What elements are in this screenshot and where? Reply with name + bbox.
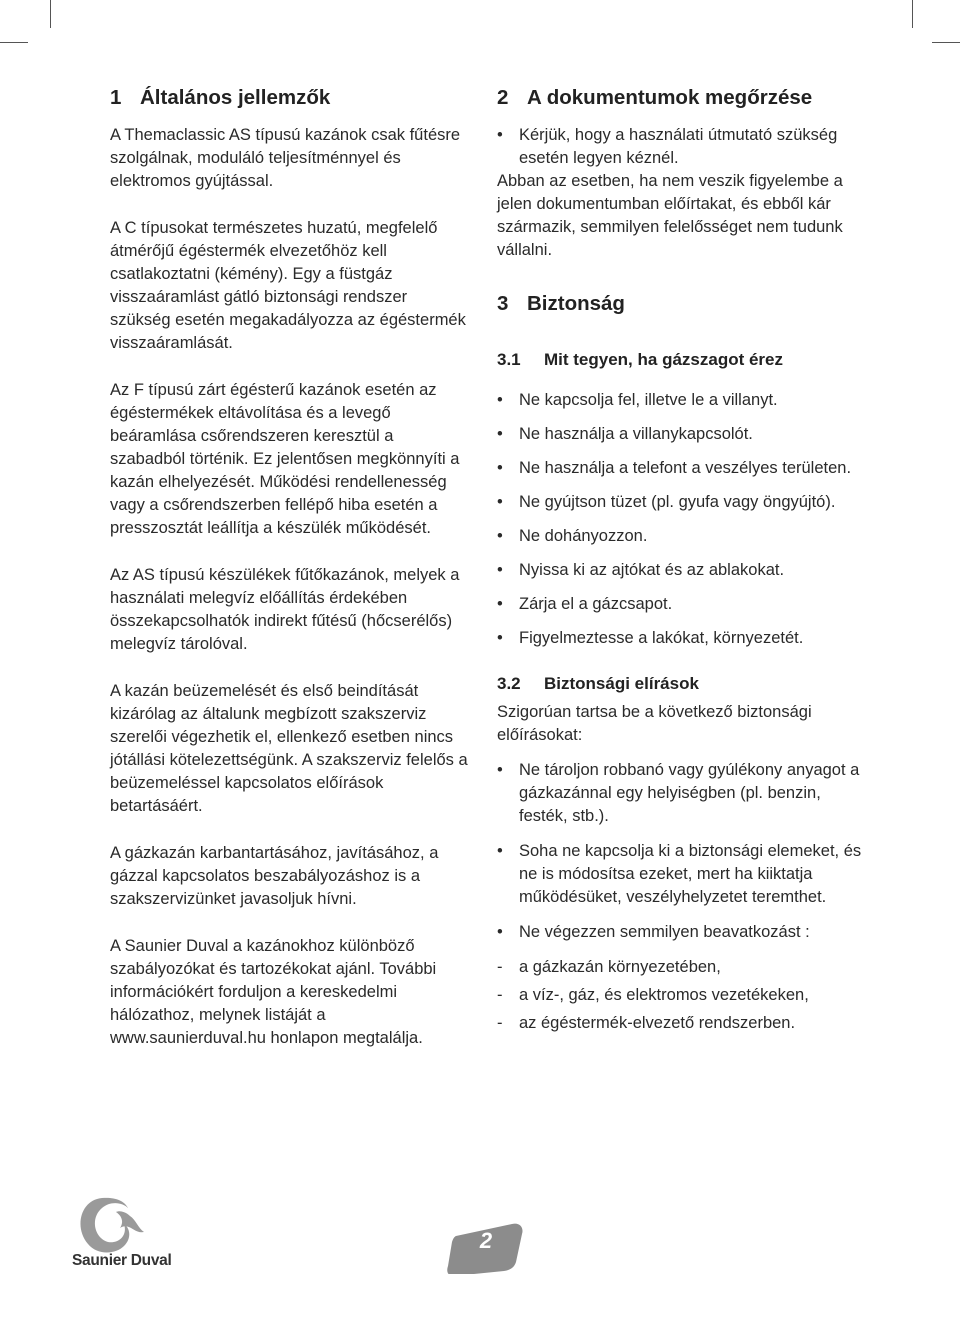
crop-mark	[50, 0, 51, 28]
section-number: 1	[110, 86, 122, 109]
list-item-text: Ne használja a villanykapcsolót.	[519, 425, 753, 443]
bullet-mark: •	[497, 595, 503, 613]
paragraph: A Themaclassic AS típusú kazánok csak fűtésre szolgálnak, moduláló teljesítménnyel és elektromos gyújtással.	[110, 126, 461, 190]
paragraph: Abban az esetben, ha nem veszik figyelembe a jelen dokumentumban előírtakat, és ebből kár származik, semmilyen felelősséget nem tudunk vállalni.	[497, 172, 843, 259]
brand-name: Saunier Duval	[72, 1252, 172, 1269]
section-number: 2	[497, 86, 509, 109]
list-item	[497, 921, 867, 944]
bullet-mark: •	[497, 561, 503, 579]
list-item-text: Ne gyújtson tüzet (pl. gyufa vagy öngyújtó).	[519, 493, 836, 511]
bullet-mark: -	[497, 958, 503, 976]
saunier-duval-logo-icon	[72, 1188, 192, 1288]
bullet-mark: -	[497, 986, 503, 1004]
list-item-text: Nyissa ki az ajtókat és az ablakokat.	[519, 561, 785, 579]
list-item-text: a gázkazán környezetében,	[519, 958, 721, 976]
list-item	[497, 627, 867, 650]
bullet-list	[497, 124, 867, 170]
paragraph: A gázkazán karbantartásához, javításához, a gázzal kapcsolatos beszabályozáshoz is a szakszervizünket javasoljuk hívni.	[110, 844, 439, 908]
subsection-3-2-heading	[497, 672, 867, 696]
list-item-text: Figyelmeztesse a lakókat, környezetét.	[519, 629, 804, 647]
bullet-mark: •	[497, 527, 503, 545]
bullet-mark: •	[497, 126, 503, 144]
list-item-text: Ne végezzen semmilyen beavatkozást :	[519, 923, 810, 941]
subsection-title: Mit tegyen, ha gázszagot érez	[544, 350, 783, 369]
section-title: Általános jellemzők	[140, 86, 331, 109]
list-item	[497, 1012, 867, 1035]
crop-mark	[0, 42, 28, 43]
list-item	[497, 759, 867, 828]
section-3-heading	[497, 290, 867, 318]
list-item: • Kérjük, hogy a használati útmutató szükség esetén legyen kéznél.	[497, 126, 838, 167]
list-item	[497, 593, 867, 616]
left-column	[110, 84, 470, 1050]
list-item	[497, 389, 867, 412]
subsection-title: Biztonsági elírások	[544, 674, 699, 693]
paragraph: A kazán beüzemelését és első beindítását kizárólag az általunk megbízott szakszerviz szerelői végezhetik el, ellenkező esetben nincs jótállási kötelezettségünk. A szakszerviz felelős a beüzemeléssel kapcsolatos előírások betartásáért.	[110, 682, 468, 815]
list-item	[497, 423, 867, 446]
bullet-mark: •	[497, 459, 503, 477]
subsection-number: 3.2	[497, 674, 521, 693]
paragraph: Szigorúan tartsa be a következő biztonsági előírásokat:	[497, 703, 812, 744]
paragraph: Az AS típusú készülékek fűtőkazánok, melyek a használati melegvíz előállítás érdekében összekapcsolhatók indirekt fűtésű (hőcserélős) melegvíz tárolóval.	[110, 566, 460, 653]
list-item-text: a víz-, gáz, és elektromos vezetékeken,	[519, 986, 809, 1004]
right-column	[497, 84, 867, 1040]
bullet-mark: •	[497, 391, 503, 409]
subsection-number: 3.1	[497, 350, 521, 369]
list-item	[497, 491, 867, 514]
section-title: A dokumentumok megőrzése	[527, 86, 813, 109]
bullet-mark: •	[497, 425, 503, 443]
list-item-text: Ne dohányozzon.	[519, 527, 648, 545]
subsection-3-1-heading	[497, 348, 867, 372]
list-item-text: az égéstermék-elvezető rendszerben.	[519, 1014, 796, 1032]
page-number: 2	[479, 1228, 493, 1253]
list-item	[497, 525, 867, 548]
safety-rules-list	[497, 759, 867, 1035]
list-item	[497, 984, 867, 1007]
list-item	[497, 956, 867, 979]
gas-smell-list	[497, 389, 867, 650]
section-number: 3	[497, 292, 509, 315]
list-item-text: Ne használja a telefont a veszélyes területen.	[519, 459, 852, 477]
crop-mark	[932, 42, 960, 43]
section-title: Biztonság	[527, 292, 625, 315]
bullet-mark: •	[497, 923, 503, 941]
crop-mark	[912, 0, 913, 28]
bullet-mark: •	[497, 842, 503, 860]
paragraph: Az F típusú zárt égésterű kazánok esetén az égéstermékek eltávolítása és a levegő beáramlása csőrendszeren keresztül a szabadból történik. Ez jelentősen megkönnyíti a kazán elhelyezését. Működési rendellenesség vagy a csőrendszerben fellépő hiba esetén a presszosztát leállítja a készülék működését.	[110, 381, 460, 537]
list-item-text: Ne tároljon robbanó vagy gyúlékony anyagot a gázkazánnal egy helyiségben (pl. benzin, festék, stb.).	[519, 761, 860, 825]
list-item-text: Soha ne kapcsolja ki a biztonsági elemeket, és ne is módosítsa ezeket, mert ha kiiktatja működésüket, veszélyhelyzetet teremthet.	[519, 842, 862, 906]
bullet-mark: •	[497, 761, 503, 779]
section-1-heading	[110, 84, 470, 112]
section-2-heading	[497, 84, 867, 112]
bullet-mark: •	[497, 493, 503, 511]
list-item-text: Ne kapcsolja fel, illetve le a villanyt.	[519, 391, 778, 409]
paragraph: A C típusokat természetes huzatú, megfelelő átmérőjű égéstermék elvezetőhöz kell csatlakoztatni (kémény). Egy a füstgáz visszaáramlást gátló biztonsági rendszer szükség esetén megakadályozza az égéstermék visszaáramlását.	[110, 219, 466, 352]
bullet-mark: •	[497, 629, 503, 647]
list-item	[497, 559, 867, 582]
paragraph: A Saunier Duval a kazánokhoz különböző szabályozókat és tartozékokat ajánl. További információkért forduljon a kereskedelmi hálózathoz, melynek listáját a www.saunierduval.hu honlapon megtalálja.	[110, 937, 437, 1047]
list-item	[497, 840, 867, 909]
bullet-mark: -	[497, 1014, 503, 1032]
list-item	[497, 457, 867, 480]
list-item-text: Zárja el a gázcsapot.	[519, 595, 673, 613]
